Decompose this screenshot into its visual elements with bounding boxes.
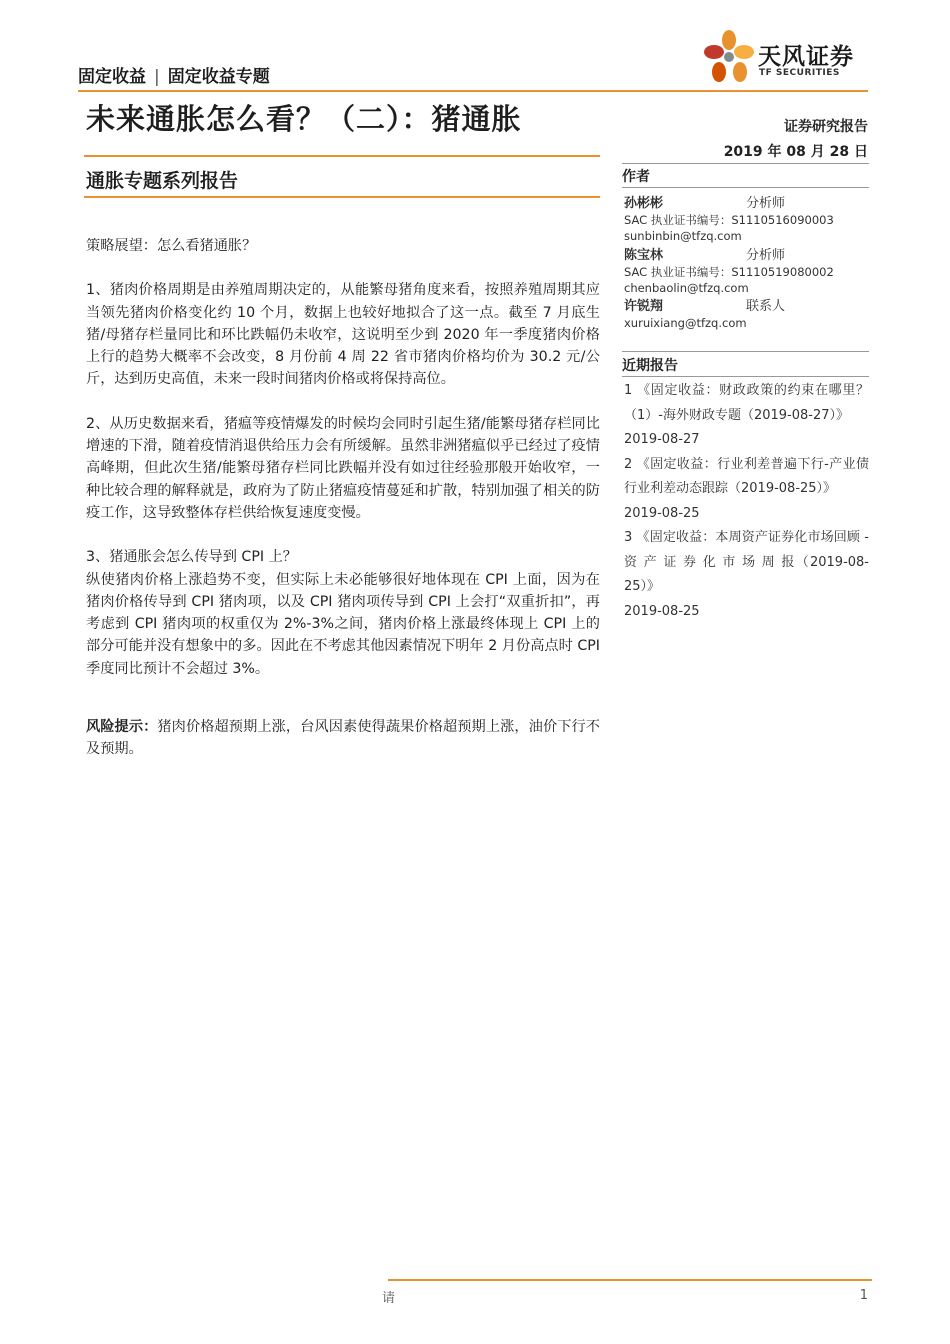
logo-en-text: TF SECURITIES [759,68,840,78]
point-3-paragraph: 纵使猪肉价格上涨趋势不变，但实际上未必能够很好地体现在 CPI 上面，因为在猪肉价格传导到 CPI 猪肉项，以及 CPI 猪肉项传导到 CPI 上会打“双重折扣”，再考虑到 CPI 猪肉项的权重仅为 2%-3%之间，猪肉价格上涨最终体现上 CPI 上的部分可能并没有想象中的多。因此在不考虑其他因素情况下明年 2 月份高点时 CPI 季度同比预计不会超过 3%。 [86,571,600,677]
author-name: 许锐翔 [624,299,664,314]
logo-center [724,52,734,62]
author-card [624,247,869,296]
recent-report-item[interactable] [624,453,869,527]
logo-cn-text: 天风证券 [758,44,854,70]
author-card [624,298,869,331]
logo-petal-bottom-left [712,62,726,82]
logo-flower-icon [702,28,756,88]
recent-top-rule [622,351,869,352]
subtitle-divider [84,196,600,198]
logo-petal-right [734,45,754,59]
category-label: 固定收益 [78,67,146,87]
author-cert: SAC 执业证书编号：S1110516090003 [624,213,834,227]
document-type: 证券研究报告 [784,119,868,135]
category-separator: | [154,67,160,87]
author-role: 分析师 [746,196,786,211]
author-cert: SAC 执业证书编号：S1110519080002 [624,265,834,279]
author-name: 陈宝林 [624,248,664,263]
header-divider [78,90,868,92]
author-role: 联系人 [746,299,786,314]
report-series-title: 通胀专题系列报告 [86,170,239,192]
page-title: 未来通胀怎么看？（二）：猪通胀 [86,102,522,136]
risk-label: 风险提示： [86,719,158,736]
company-logo [702,28,872,88]
subcategory-label: 固定收益专题 [167,67,270,87]
recent-report-item[interactable] [624,526,869,624]
recent-report-title[interactable]: 1 《固定收益：财政政策的约束在哪里？（1）-海外财政专题（2019-08-27）》 [624,383,869,423]
footer-disclaimer-fragment: 请 [382,1291,396,1306]
report-body [86,235,600,783]
author-email[interactable]: sunbinbin@tfzq.com [624,229,742,243]
recent-bottom-rule [622,376,869,377]
author-email[interactable]: chenbaolin@tfzq.com [624,281,749,295]
author-email[interactable]: xuruixiang@tfzq.com [624,316,747,330]
page-number: 1 [859,1288,868,1303]
point-1-paragraph: 1、猪肉价格周期是由养殖周期决定的，从能繁母猪角度来看，按照养殖周期其应当领先猪肉价格变化约 10 个月，数据上也较好地拟合了这一点。截至 7 月底生猪/母猪存栏量同比和环比跌幅仍未收窄，这说明至少到 2020 年一季度猪肉价格上行的趋势大概率不会改变，8 月份前 4 周 22 省市猪肉价格均价为 30.2 元/公斤，达到历史高值，未来一段时间猪肉价格或将保持高位。 [86,282,600,388]
risk-paragraph [86,716,600,761]
header-category [78,62,270,87]
logo-petal-top [722,30,736,50]
intro-paragraph: 策略展望：怎么看猪通胀？ [86,238,257,254]
logo-petal-left [704,45,724,59]
authors-bottom-rule [622,187,869,188]
author-card [624,195,869,244]
recent-report-date: 2019-08-25 [624,603,700,619]
logo-petal-bottom-right [733,62,747,82]
document-date: 2019 年 08 月 28 日 [723,144,868,160]
authors-heading: 作者 [622,169,650,185]
author-role: 分析师 [746,248,786,263]
recent-report-item[interactable] [624,379,869,453]
recent-report-title[interactable]: 2 《固定收益：行业利差普遍下行-产业债行业利差动态跟踪（2019-08-25）》 [624,456,869,496]
point-3-heading: 3、猪通胀会怎么传导到 CPI 上？ [86,549,297,566]
recent-report-title[interactable]: 3 《固定收益：本周资产证券化市场回顾 - 资 产 证 券 化 市 场 周 报（2019-08-25）》 [624,530,869,594]
risk-text: 猪肉价格超预期上涨，台风因素使得蔬果价格超预期上涨，油价下行不及预期。 [86,719,600,758]
authors-top-rule [622,163,869,164]
footer-divider [388,1279,872,1281]
point-2-paragraph: 2、从历史数据来看，猪瘟等疫情爆发的时候均会同时引起生猪/能繁母猪存栏同比增速的下滑，随着疫情消退供给压力会有所缓解。虽然非洲猪瘟似乎已经过了疫情高峰期，但此次生猪/能繁母猪存栏同比跌幅并没有如过往经验那般开始收窄，一种比较合理的解释就是，政府为了防止猪瘟疫情蔓延和扩散，特别加强了相关的防疫工作，这导致整体存栏供给恢复速度变慢。 [86,415,600,521]
recent-report-date: 2019-08-25 [624,505,700,521]
author-name: 孙彬彬 [624,196,664,211]
recent-report-date: 2019-08-27 [624,432,700,447]
recent-reports-list [624,379,869,624]
title-divider [84,155,600,157]
recent-heading: 近期报告 [622,358,678,374]
